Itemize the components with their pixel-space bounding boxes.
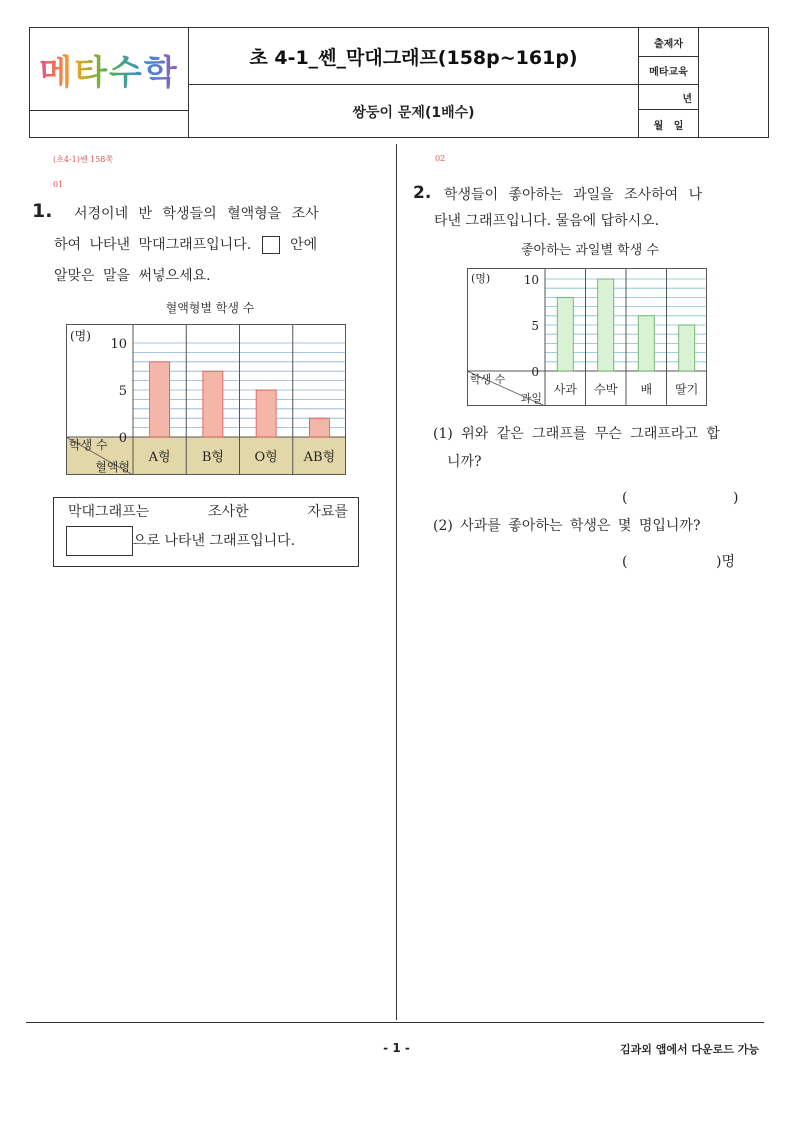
answer-blank-icon [262, 236, 280, 254]
answer-paren-1-close: ) [733, 490, 739, 506]
answer-line1 [68, 501, 348, 521]
question-number-1: 1. [32, 200, 53, 222]
question-1-text [54, 199, 364, 292]
chart1-category-label: AB형 [303, 450, 336, 465]
footer-download-note: 김과외 앱에서 다운로드 가능 [620, 1043, 759, 1056]
answer-paren-2-open: ( [622, 554, 628, 570]
page-subtitle: 쌍둥이 문제(1배수) [189, 85, 639, 138]
chart2-bar-4 [679, 325, 695, 371]
chart2-category-label: 수박 [594, 382, 618, 397]
chart2-corner-bottom: 과일 [520, 392, 542, 405]
header-empty-cell [30, 111, 189, 138]
sub1-line: (1) 위와 같은 그래프를 무슨 그래프라고 합 [433, 426, 720, 442]
header-table [29, 27, 769, 138]
answer-paren-2-close: )명 [716, 554, 735, 570]
chart1-corner-bottom: 혈액형 [95, 460, 130, 474]
chart2-bar-3 [638, 316, 654, 371]
chart2-category-label: 배 [640, 382, 653, 397]
year-label: 년 [639, 85, 699, 110]
chart2-ytick: 10 [523, 273, 539, 287]
chart1-title: 혈액형별 학생 수 [165, 301, 255, 315]
chart1-ytick: 0 [118, 431, 127, 446]
chart2-fruit [467, 268, 707, 406]
answer-word-1: 막대그래프는 [68, 504, 150, 520]
date-label: 월 일 [639, 110, 699, 138]
author-label: 출제자 [639, 28, 699, 57]
chart2-corner-top: 학생 수 [470, 373, 506, 386]
sub1-line2: 니까? [447, 454, 482, 470]
logo: 메타수학 [39, 45, 178, 94]
q1-line1: 서경이네 반 학생들의 혈액형을 조사 [74, 206, 319, 222]
chart1-corner-top: 학생 수 [69, 438, 108, 452]
chart1-category-label: A형 [148, 450, 171, 465]
sub-question-1 [433, 419, 753, 478]
chart2-bar-2 [598, 279, 614, 371]
answer-input-box[interactable] [66, 526, 133, 556]
answer-line2 [66, 526, 295, 556]
q2-line1: 학생들이 좋아하는 과일을 조사하여 나 [444, 187, 703, 203]
chart1-category-label: O형 [254, 450, 278, 465]
chart2-title: 좋아하는 과일별 학생 수 [521, 243, 659, 258]
answer-word-3: 자료를 [307, 504, 348, 520]
answer-box [53, 497, 359, 567]
chart1-unit: (명) [70, 329, 91, 343]
chart2-ytick: 5 [531, 319, 539, 333]
footer-divider [26, 1022, 764, 1023]
page-number: - 1 - [383, 1041, 410, 1055]
chart2-unit: (명) [471, 272, 491, 285]
chart2-category-label: 딸기 [675, 382, 699, 397]
chart1-bar-4 [309, 418, 329, 437]
q1-line3: 알맞은 말을 써넣으세요. [54, 268, 211, 284]
q2-line2: 타낸 그래프입니다. 물음에 답하시오. [434, 213, 660, 229]
chart1-category-label: B형 [201, 450, 224, 465]
chart1-ytick: 10 [110, 337, 127, 352]
sub-question-2: (2) 사과를 좋아하는 학생은 몇 명입니까? [433, 518, 701, 534]
page-title: 초 4-1_쎈_막대그래프(158p~161p) [189, 28, 639, 85]
q1-line2a: 하여 나타낸 막대그래프입니다. [54, 237, 252, 253]
chart1-blood-type [66, 324, 346, 475]
source-reference: (초4-1)쎈 158쪽 [53, 155, 114, 164]
answer-line2-text: 으로 나타낸 그래프입니다. [133, 533, 296, 549]
logo-area [30, 28, 189, 111]
answer-word-2: 조사한 [208, 504, 249, 520]
q1-line2b: 안에 [290, 237, 318, 253]
header-blank-cell [699, 28, 769, 138]
column-divider [396, 144, 397, 1020]
answer-paren-1-open: ( [622, 490, 628, 506]
chart2-ytick: 0 [531, 365, 539, 379]
chart2-bar-1 [557, 297, 573, 371]
chart1-bar-2 [203, 371, 223, 437]
chart1-bar-3 [256, 390, 276, 437]
question-ref-01: 01 [53, 180, 64, 189]
question-2-text [434, 180, 754, 237]
chart1-ytick: 5 [118, 384, 127, 399]
chart2-category-label: 사과 [553, 382, 577, 397]
question-ref-02: 02 [435, 154, 446, 163]
chart1-bar-1 [150, 362, 170, 437]
question-number-2: 2. [413, 183, 432, 203]
author-value: 메타교육 [639, 57, 699, 85]
